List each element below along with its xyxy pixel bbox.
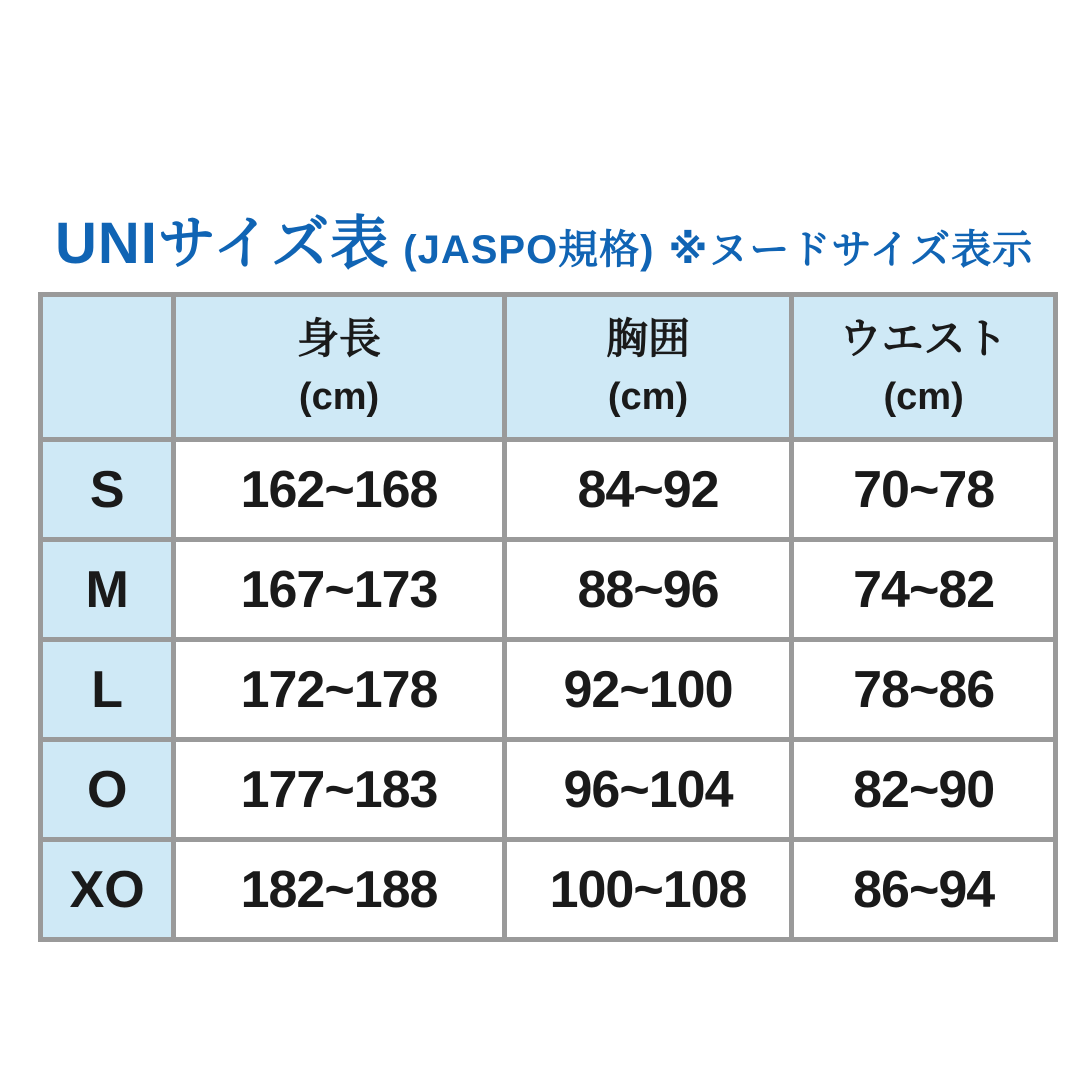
chest-cell: 100~108 (504, 840, 792, 940)
height-cell: 172~178 (174, 640, 504, 740)
size-table (38, 292, 1058, 942)
column-label: 身長 (297, 315, 382, 362)
column-header-height (174, 295, 504, 440)
waist-cell: 74~82 (792, 540, 1056, 640)
row-label: O (41, 740, 174, 840)
row-label: L (41, 640, 174, 740)
waist-cell: 70~78 (792, 440, 1056, 540)
height-cell: 182~188 (174, 840, 504, 940)
title-note: ※ヌードサイズ表示 (668, 228, 1034, 272)
column-label: ウエスト (839, 315, 1008, 362)
column-header-chest (504, 295, 792, 440)
chest-cell: 84~92 (504, 440, 792, 540)
title-standard: (JASPO規格) (403, 228, 655, 272)
height-cell: 177~183 (174, 740, 504, 840)
table-row-l (41, 640, 1056, 740)
corner-cell (41, 295, 174, 440)
row-label: M (41, 540, 174, 640)
column-header-waist (792, 295, 1056, 440)
waist-cell: 86~94 (792, 840, 1056, 940)
chest-cell: 92~100 (504, 640, 792, 740)
table-header-row (41, 295, 1056, 440)
height-cell: 167~173 (174, 540, 504, 640)
title-main: UNIサイズ表 (55, 211, 390, 276)
page-title (55, 196, 1033, 280)
table-row-s (41, 440, 1056, 540)
column-unit: (cm) (298, 376, 380, 418)
column-unit: (cm) (607, 376, 689, 418)
table-row-xo (41, 840, 1056, 940)
table-row-o (41, 740, 1056, 840)
chest-cell: 96~104 (504, 740, 792, 840)
row-label: XO (41, 840, 174, 940)
height-cell: 162~168 (174, 440, 504, 540)
column-label: 胸囲 (606, 315, 691, 362)
chest-cell: 88~96 (504, 540, 792, 640)
table-row-m (41, 540, 1056, 640)
row-label: S (41, 440, 174, 540)
waist-cell: 82~90 (792, 740, 1056, 840)
waist-cell: 78~86 (792, 640, 1056, 740)
column-unit: (cm) (883, 376, 964, 418)
